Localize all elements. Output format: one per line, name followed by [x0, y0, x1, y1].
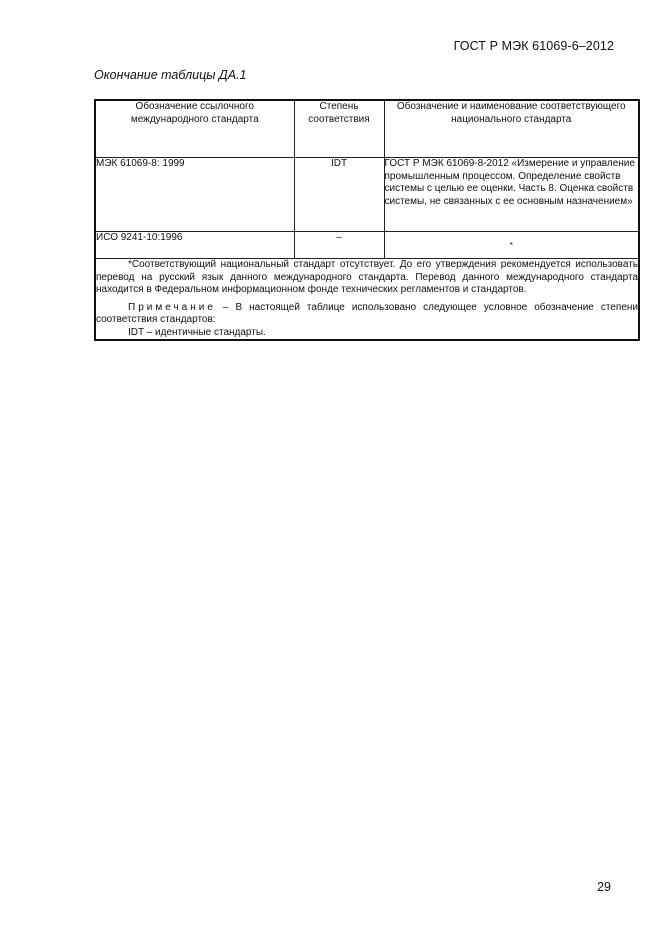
column-header-degree: Степень соответствия [294, 100, 384, 158]
cell-national [384, 232, 639, 259]
table-caption: Окончание таблицы ДА.1 [94, 68, 247, 82]
cell-ref: МЭК 61069-8: 1999 [95, 158, 294, 232]
footnote-text: *Соответствующий национальный стандарт отсутствует. До его утверждения рекомендуется использовать перевод на русский язык данного международного стандарта. Перевод данного международного стандарта находится в Федеральном информационном фонде технических регламентов и стандартов. [96, 259, 638, 295]
document-code: ГОСТ Р МЭК 61069-6–2012 [453, 39, 614, 53]
notes-cell [95, 259, 639, 341]
table-notes-row [95, 259, 639, 341]
cell-ref: ИСО 9241-10:1996 [95, 232, 294, 259]
table-row [95, 158, 639, 232]
note-text: – В настоящей таблице использовано следующее условное обозначение степени соответствия стандартов: [96, 301, 638, 325]
note-item: IDT – идентичные стандарты. [128, 326, 266, 338]
note-label: Примечание [128, 301, 216, 313]
table-row [95, 232, 639, 259]
column-header-ref: Обозначение ссылочного международного стандарта [95, 100, 294, 158]
cell-degree: IDT [294, 158, 384, 232]
footnote-marker: * [509, 241, 513, 250]
column-header-national: Обозначение и наименование соответствующего национального стандарта [384, 100, 639, 158]
note-paragraph [96, 302, 638, 327]
reference-table [94, 99, 640, 341]
cell-national: ГОСТ Р МЭК 61069-8-2012 «Измерение и управление промышленным процессом. Определение свойств системы с целью ее оценки. Часть 8. Оценка свойств системы, не связанных с ее основным назначением» [384, 158, 639, 232]
page-number: 29 [597, 880, 611, 894]
cell-degree: – [294, 232, 384, 259]
table-header-row [95, 100, 639, 158]
